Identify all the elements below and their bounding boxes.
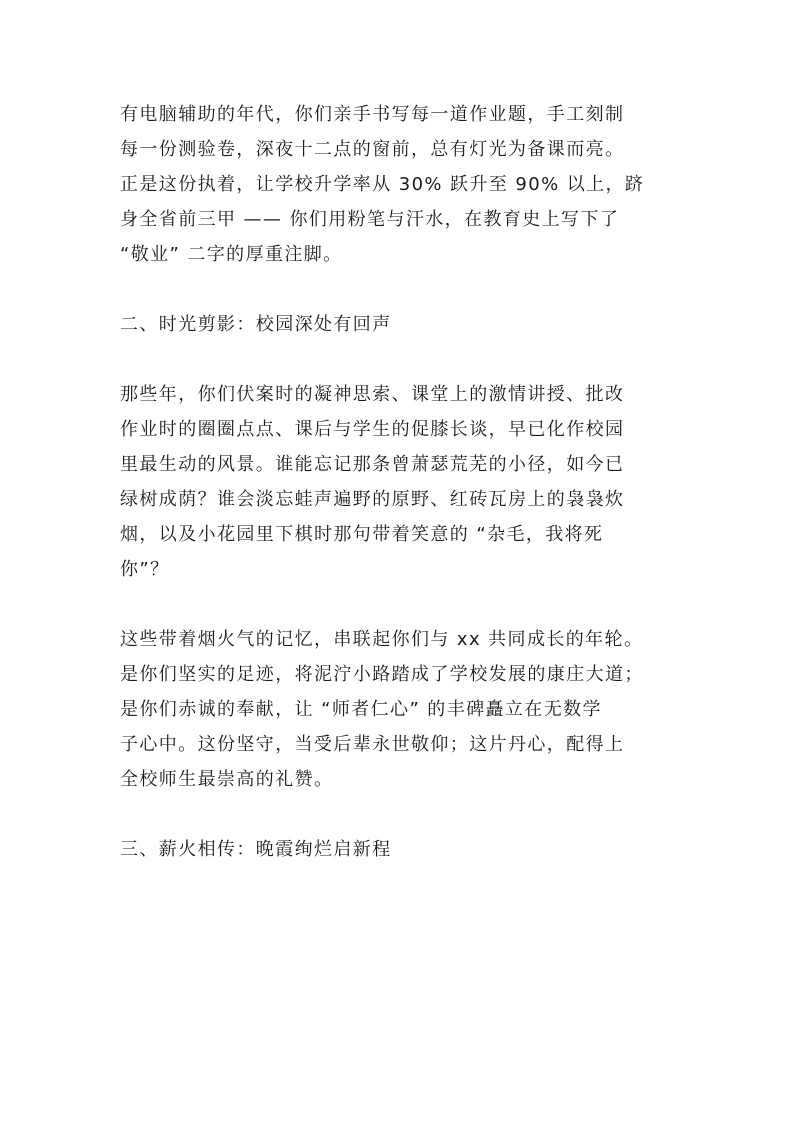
text-line: 正是这份执着，让学校升学率从 30% 跃升至 90% 以上，跻 [120, 174, 645, 195]
paragraph-spacer [120, 272, 682, 307]
text-line: 这些带着烟火气的记忆，串联起你们与 xx 共同成长的年轮。 [120, 629, 644, 650]
text-line: 绿树成荫？谁会淡忘蛙声遍野的原野、红砖瓦房上的袅袅炊 [120, 489, 625, 510]
text-line: 那些年，你们伏案时的凝神思索、课堂上的激情讲授、批改 [120, 384, 625, 405]
text-line: 里最生动的风景。谁能忘记那条曾萧瑟荒芜的小径，如今已 [120, 454, 625, 475]
section-heading-3: 三、薪火相传：晚霞绚烂启新程 [120, 839, 392, 860]
paragraph-1 [120, 97, 682, 272]
text-line: 每一份测验卷，深夜十二点的窗前，总有灯光为备课而亮。 [120, 139, 625, 160]
paragraph-3 [120, 622, 682, 797]
text-line: 有电脑辅助的年代，你们亲手书写每一道作业题，手工刻制 [120, 104, 625, 125]
text-line: 子心中。这份坚守，当受后辈永世敬仰；这片丹心，配得上 [120, 734, 625, 755]
text-line: 是你们赤诚的奉献，让 “师者仁心” 的丰碑矗立在无数学 [120, 699, 602, 720]
paragraph-spacer [120, 797, 682, 832]
text-line: 烟，以及小花园里下棋时那句带着笑意的 “杂毛，我将死 [120, 524, 604, 545]
text-line: “敬业” 二字的厚重注脚。 [120, 244, 343, 265]
paragraph-spacer [120, 342, 682, 377]
paragraph-spacer [120, 587, 682, 622]
text-line: 身全省前三甲 —— 你们用粉笔与汗水，在教育史上写下了 [120, 209, 620, 230]
text-line: 是你们坚实的足迹，将泥泞小路踏成了学校发展的康庄大道； [120, 664, 644, 685]
paragraph-2 [120, 377, 682, 587]
section-heading-2: 二、时光剪影：校园深处有回声 [120, 314, 392, 335]
document-body [120, 97, 682, 867]
text-line: 全校师生最崇高的礼赞。 [120, 769, 334, 790]
text-line: 你”？ [120, 559, 170, 580]
text-line: 作业时的圈圈点点、课后与学生的促膝长谈，早已化作校园 [120, 419, 625, 440]
